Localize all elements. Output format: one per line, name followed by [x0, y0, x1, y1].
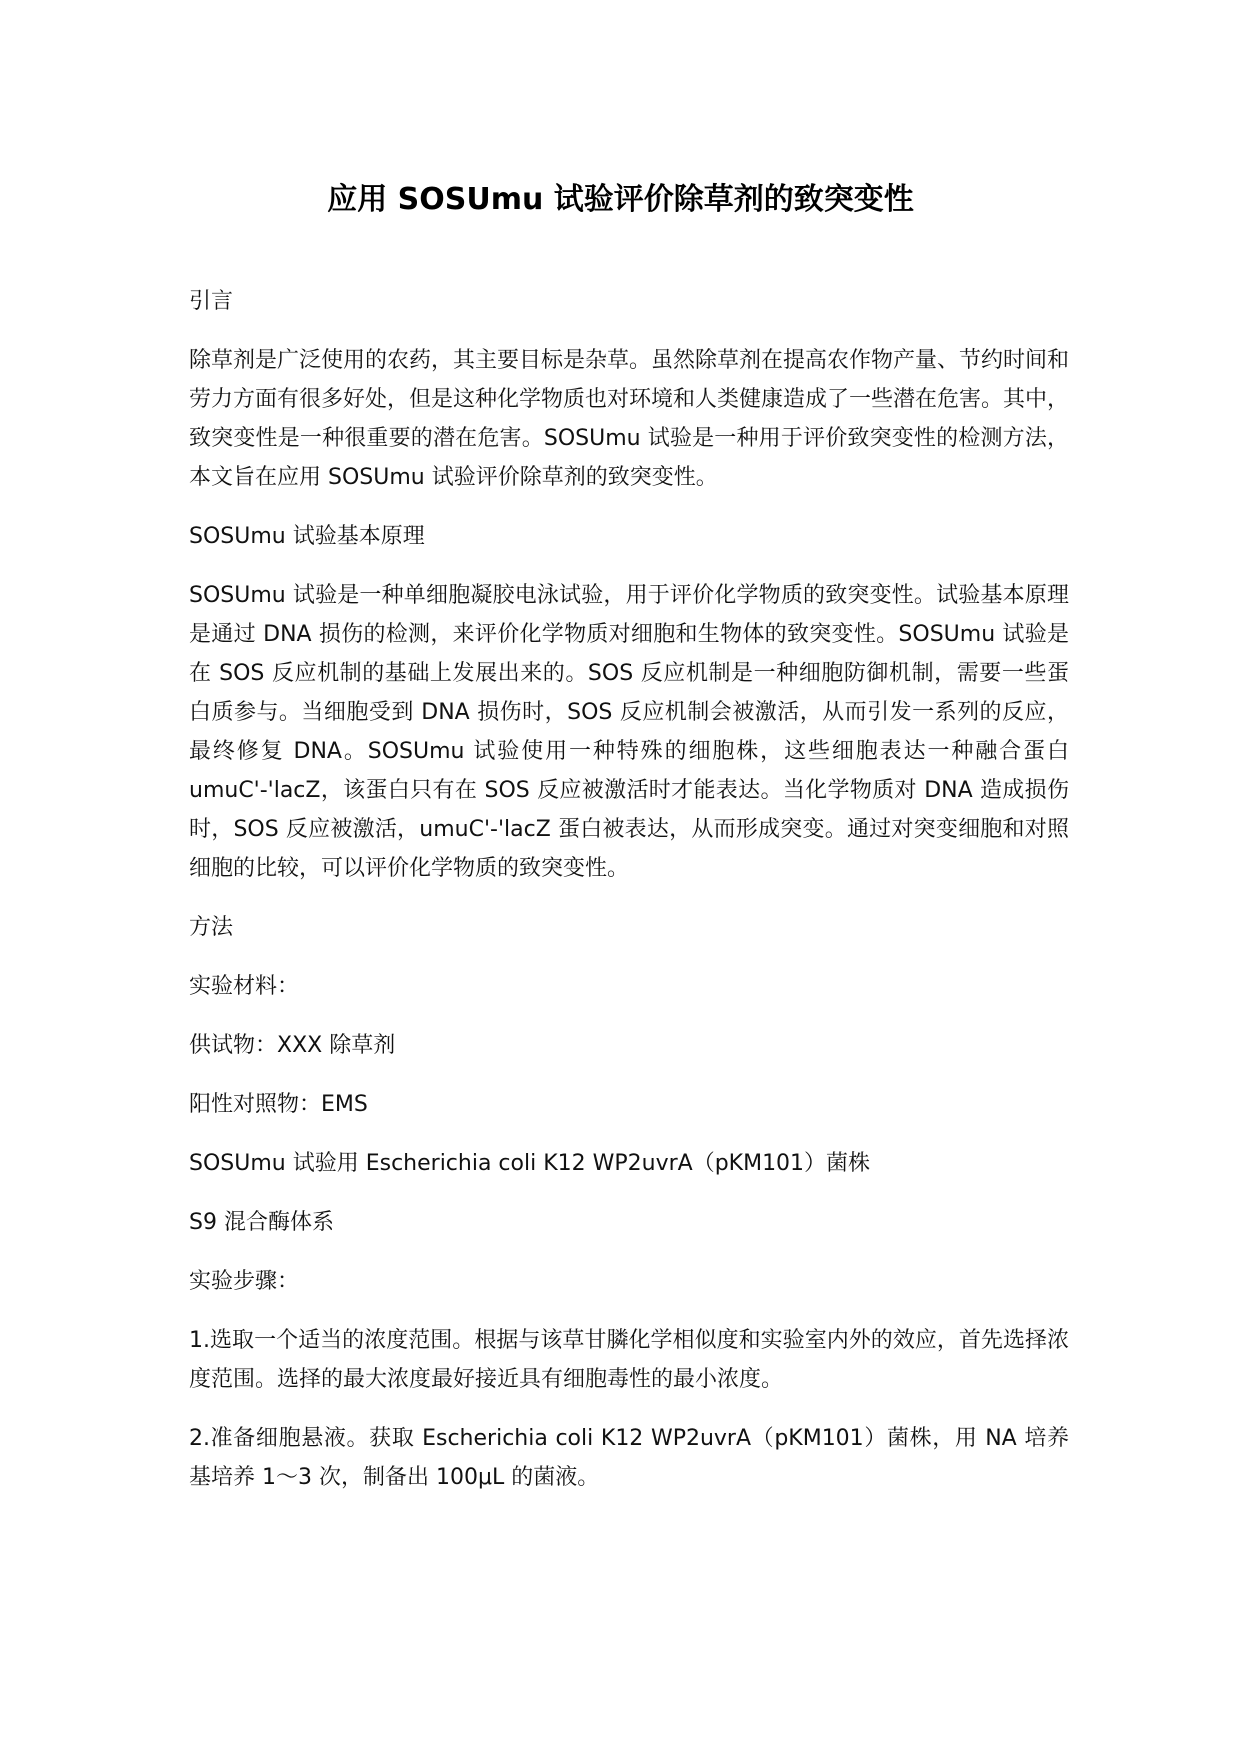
section-heading-principle: SOSUmu 试验基本原理 [189, 524, 425, 549]
paragraph-principle: SOSUmu 试验是一种单细胞凝胶电泳试验，用于评价化学物质的致突变性。试验基本原理是通过 DNA 损伤的检测，来评价化学物质对细胞和生物体的致突变性。SOSUmu 试验是在 SOS 反应机制的基础上发展出来的。SOS 反应机制是一种细胞防御机制，需要一些蛋白质参与。当细胞受到 DNA 损伤时，SOS 反应机制会被激活，从而引发一系列的反应，最终修复 DNA。SOSUmu 试验使用一种特殊的细胞株，这些细胞表达一种融合蛋白 umuC'-'lacZ，该蛋白只有在 SOS 反应被激活时才能表达。当化学物质对 DNA 造成损伤时，SOS 反应被激活，umuC'-'lacZ 蛋白被表达，从而形成突变。通过对突变细胞和对照细胞的比较，可以评价化学物质的致突变性。 [189, 583, 1069, 881]
material-item: SOSUmu 试验用 Escherichia coli K12 WP2uvrA（pKM101）菌株 [189, 1151, 871, 1176]
subheading-steps: 实验步骤： [189, 1269, 300, 1294]
step-item: 2.准备细胞悬液。获取 Escherichia coli K12 WP2uvrA（pKM101）菌株，用 NA 培养基培养 1～3 次，制备出 100μL 的菌液。 [189, 1426, 1069, 1490]
material-item: 阳性对照物：EMS [189, 1092, 368, 1117]
subheading-materials: 实验材料： [189, 974, 300, 999]
material-item: S9 混合酶体系 [189, 1210, 334, 1235]
step-item: 1.选取一个适当的浓度范围。根据与该草甘膦化学相似度和实验室内外的效应，首先选择浓度范围。选择的最大浓度最好接近具有细胞毒性的最小浓度。 [189, 1328, 1069, 1392]
material-item: 供试物：XXX 除草剂 [189, 1033, 396, 1058]
paragraph-intro: 除草剂是广泛使用的农药，其主要目标是杂草。虽然除草剂在提高农作物产量、节约时间和劳力方面有很多好处，但是这种化学物质也对环境和人类健康造成了一些潜在危害。其中，致突变性是一种很重要的潜在危害。SOSUmu 试验是一种用于评价致突变性的检测方法，本文旨在应用 SOSUmu 试验评价除草剂的致突变性。 [189, 348, 1070, 490]
section-heading-intro: 引言 [189, 289, 234, 314]
section-heading-method: 方法 [189, 915, 234, 940]
document-body [189, 282, 1069, 1517]
document-title: 应用 SOSUmu 试验评价除草剂的致突变性 [327, 182, 914, 217]
